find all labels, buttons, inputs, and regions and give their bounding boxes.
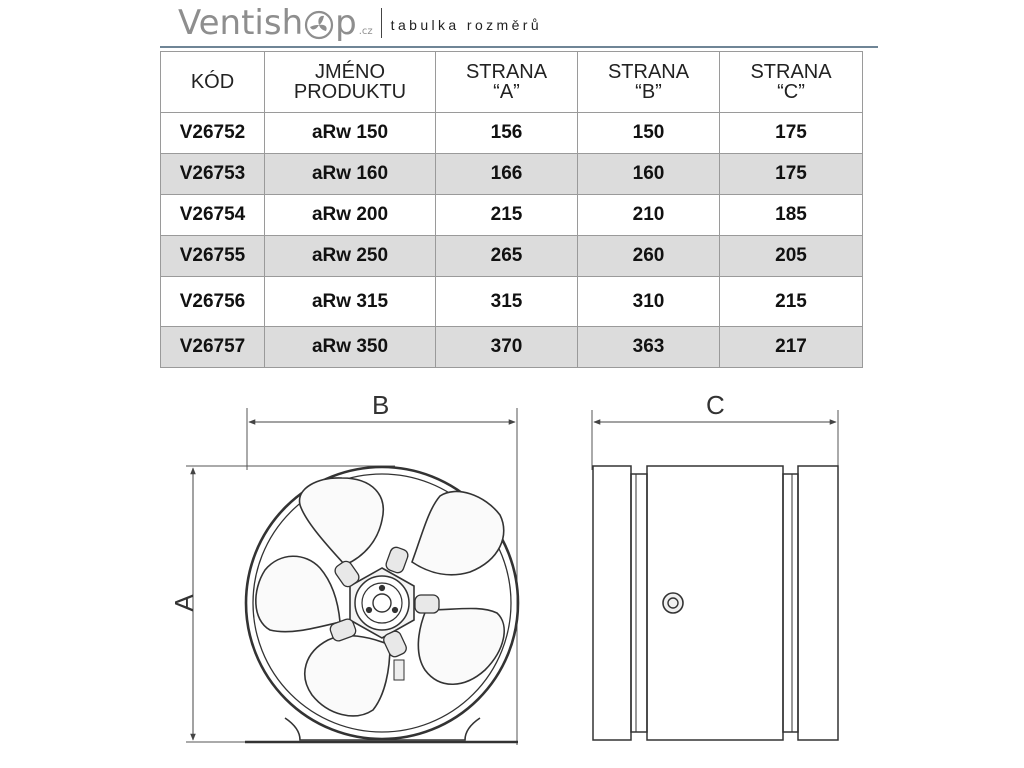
table-cell: 166 [436,154,578,195]
header-code: KÓD [190,71,235,93]
table-cell: 175 [720,113,863,154]
table-cell: aRw 315 [265,277,436,327]
logo-tld: .cz [358,26,373,37]
header-side-c: STRANA “C” [750,61,832,103]
table-cell: V26753 [161,154,265,195]
table-cell: 210 [578,195,720,236]
header-side-a: STRANA “A” [465,61,548,103]
table-cell: 217 [720,327,863,368]
table-cell: aRw 160 [265,154,436,195]
table-cell: aRw 200 [265,195,436,236]
table-cell: aRw 150 [265,113,436,154]
logo-text-prefix: Ventish [178,3,304,43]
table-cell: 160 [578,154,720,195]
table-cell: 175 [720,154,863,195]
dimension-label-a: A [169,594,199,612]
table-cell: V26754 [161,195,265,236]
table-cell: 315 [436,277,578,327]
table-cell: 150 [578,113,720,154]
front-view [186,408,518,745]
table-cell: 205 [720,236,863,277]
header-product: JMÉNO PRODUKTU [293,61,407,103]
table-cell: 215 [436,195,578,236]
table-cell: 310 [578,277,720,327]
dimension-label-b: B [372,390,390,420]
table-cell: 363 [578,327,720,368]
header-side-b: STRANA “B” [607,61,690,103]
dimension-label-c: C [706,390,725,420]
side-view [592,410,838,740]
table-cell: V26756 [161,277,265,327]
table-cell: 156 [436,113,578,154]
table-cell: 185 [720,195,863,236]
table-cell: 265 [436,236,578,277]
logo-text-suffix: p [335,3,357,43]
table-cell: V26757 [161,327,265,368]
table-cell: V26755 [161,236,265,277]
table-cell: 260 [578,236,720,277]
table-cell: 215 [720,277,863,327]
table-cell: aRw 250 [265,236,436,277]
page-subtitle: tabulka rozměrů [390,17,543,33]
table-cell: 370 [436,327,578,368]
table-cell: aRw 350 [265,327,436,368]
table-cell: V26752 [161,113,265,154]
